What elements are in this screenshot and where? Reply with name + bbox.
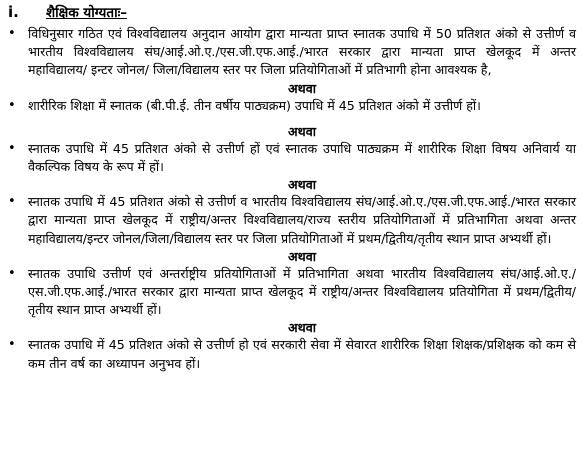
separator-athva-1: अथवा (288, 80, 316, 96)
separator-athva-2: अथवा (288, 123, 316, 139)
section-title: शैक्षिक योग्यताः– (46, 5, 128, 21)
qualification-text-6: स्नातक उपाधि में 45 प्रतिशत अंको से उत्तीर्ण हो एवं सरकारी सेवा में सेवारत शारीरिक शिक्षा शिक्षक/प्रशिक्षक को कम से कम तीन वर्ष का अध्यापन अनुभव हों। (28, 337, 576, 371)
bullet-icon: • (8, 194, 16, 210)
qualification-text-5: स्नातक उपाधि उत्तीर्ण एवं अन्तर्राष्ट्रीय प्रतियोगिताओं में प्रतिभागिता अथवा भारतीय विश्वविद्यालय संघ/आई.ओ.ए./एस.जी.एफ.आई./भारत सरकार द्वारा मान्यता प्राप्त खेलकूद में राष्ट्रीय/अन्तर विश्वविद्यालय प्रतियोगिता में प्रथम/द्वितीय/तृतीय स्थान प्राप्त अभ्यर्थी हों। (28, 265, 576, 318)
separator-athva-5: अथवा (288, 320, 316, 336)
section-number: i. (8, 3, 19, 21)
separator-athva-3: अथवा (288, 177, 316, 193)
bullet-icon: • (8, 26, 16, 41)
qualification-item-3 (6, 140, 578, 176)
bullet-icon: • (8, 97, 16, 113)
qualification-item-4 (6, 193, 578, 248)
qualification-text-4: स्नातक उपाधि में 45 प्रतिशत अंको से उत्तीर्ण व भारतीय विश्वविद्यालय संघ/आई.ओ.ए./एस.जी.एफ.आई./भारत सरकार द्वारा मान्यता प्राप्त खेलकूद में राष्ट्रीय/अन्तर विश्वविद्यालय/राज्य स्तरीय प्रतियोगिताओं में प्रतिभागिता अथवा अन्तर महाविद्यालय/इन्टर जोनल/जिला/विद्यालय स्तर पर जिला प्रतियोगिताओं में प्रथम/द्वितीय/तृतीय स्थान प्राप्त अभ्यर्थी हों। (28, 194, 576, 246)
bullet-icon: • (8, 337, 16, 353)
qualification-text-2: शारीरिक शिक्षा में स्नातक (बी.पी.ई. तीन वर्षीय पाठ्यक्रम) उपाधि में 45 प्रतिशत अंको में उत्तीर्ण हों। (28, 97, 481, 113)
bullet-icon: • (8, 140, 16, 156)
bullet-icon: • (8, 265, 16, 281)
qualification-text-3: स्नातक उपाधि में 45 प्रतिशत अंको से उत्तीर्ण हों एवं स्नातक उपाधि पाठ्यक्रम में शारीरिक शिक्षा विषय अनिवार्य या वैकल्पिक विषय के रूप में हों। (28, 140, 576, 175)
separator-athva-4: अथवा (288, 248, 316, 264)
qualification-item-6 (6, 336, 578, 372)
qualification-item-5 (6, 265, 578, 320)
qualification-item-1 (6, 25, 578, 80)
qualification-text-1: विधिनुसार गठित एवं विश्वविद्यालय अनुदान आयोग द्वारा मान्यता प्राप्त स्नातक उपाधि में 50 प्रतिशत अंको से उत्तीर्ण व भारतीय विश्वविद्यालय संघ/आई.ओ.ए./एस.जी.एफ.आई./भारत सरकार द्वारा मान्यता प्राप्त खेलकूद में अन्तर महाविद्यालय/ इन्टर जोनल/ जिला/विद्यालय स्तर पर जिला प्रतियोगिताओं में प्रतिभागी होना आवश्यक है, (28, 26, 576, 78)
qualification-item-2 (6, 97, 578, 115)
section-heading (6, 3, 578, 25)
